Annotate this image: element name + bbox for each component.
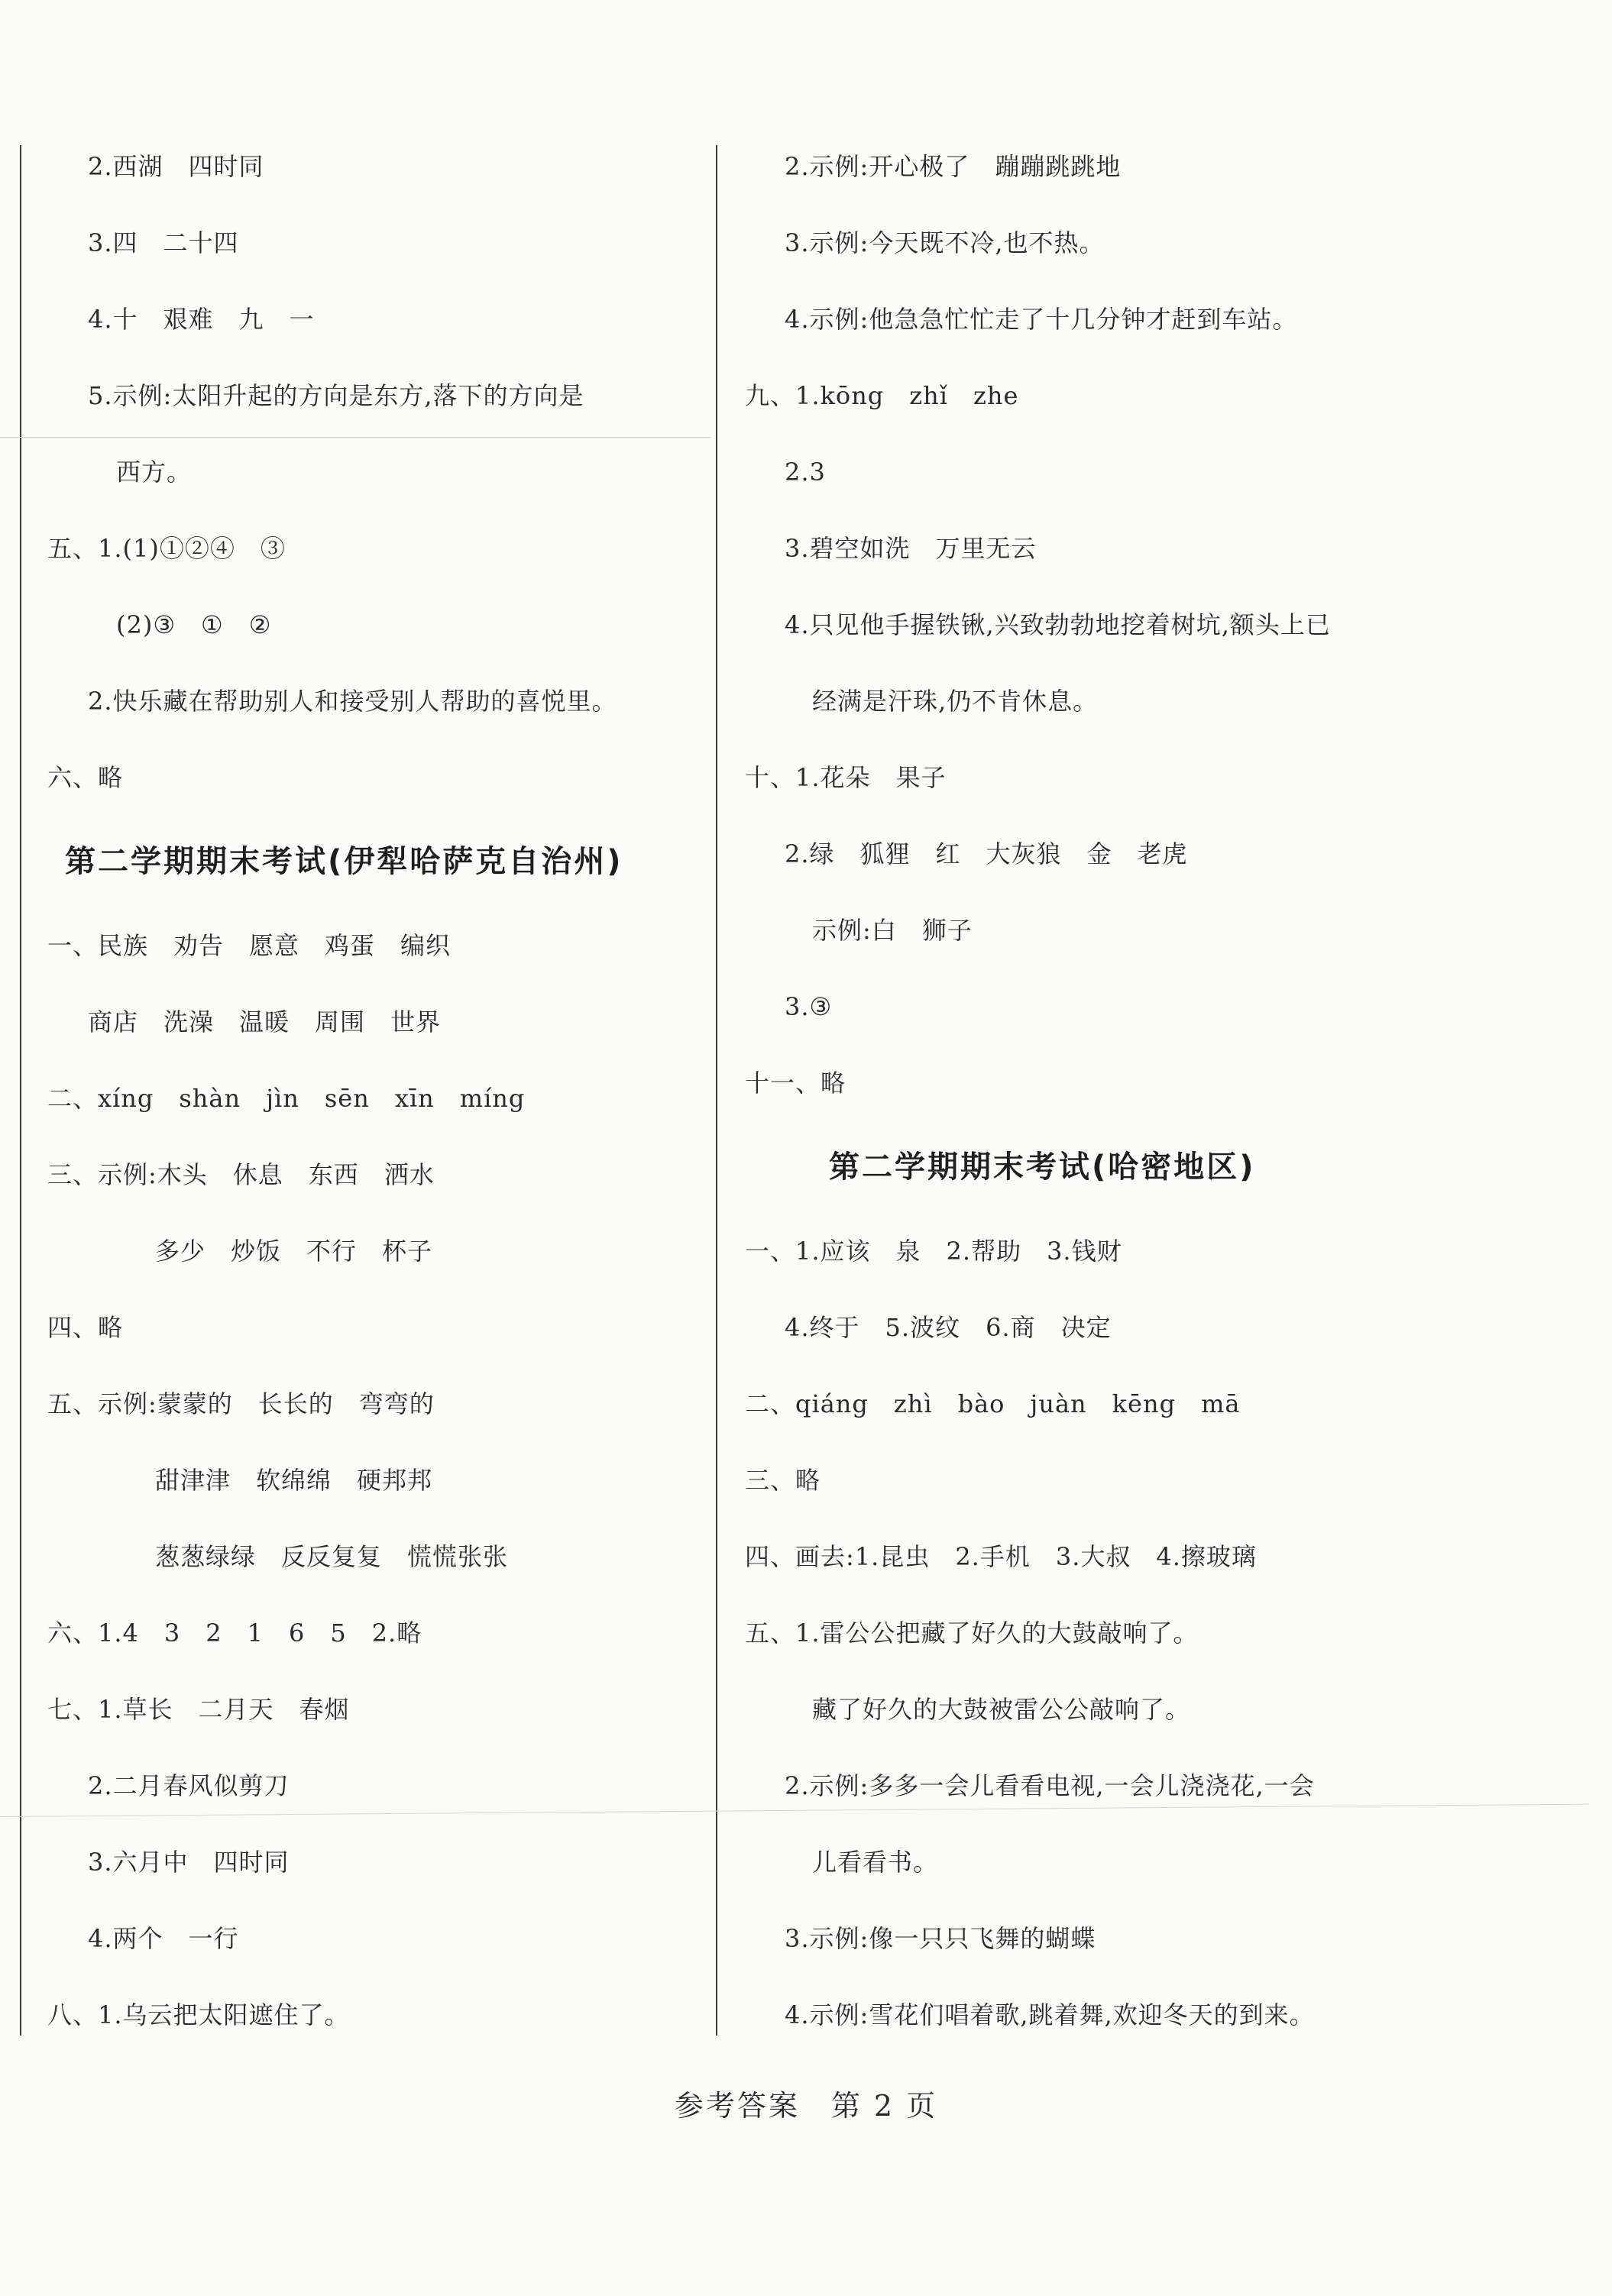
center-column-rule [716, 145, 717, 2036]
answer-line: 2.示例:多多一会儿看看电视,一会儿浇浇花,一会 [785, 1771, 1315, 1800]
answer-line: 五、示例:蒙蒙的 长长的 弯弯的 [47, 1389, 435, 1418]
page-footer: 参考答案 第 2 页 [674, 2089, 938, 2123]
answer-line: 八、1.乌云把太阳遮住了。 [47, 2000, 350, 2029]
answer-line: 2.二月春风似剪刀 [88, 1771, 290, 1800]
scan-crease-line-lower [0, 1804, 1589, 1817]
answer-line: 4.终于 5.波纹 6.商 决定 [785, 1313, 1112, 1342]
answer-line: 葱葱绿绿 反反复复 慌慌张张 [155, 1542, 509, 1571]
answer-line: 儿看看书。 [812, 1848, 939, 1877]
answer-line: 五、1.雷公公把藏了好久的大鼓敲响了。 [745, 1619, 1199, 1648]
answer-line: 3.示例:今天既不冷,也不热。 [785, 228, 1105, 257]
answer-line: 3.碧空如洗 万里无云 [785, 534, 1037, 563]
answer-line: 三、略 [745, 1466, 821, 1495]
answer-line: 四、画去:1.昆虫 2.手机 3.大叔 4.擦玻璃 [745, 1542, 1257, 1571]
section-title-hami: 第二学期期末考试(哈密地区) [829, 1150, 1256, 1185]
answer-line: 2.示例:开心极了 蹦蹦跳跳地 [785, 152, 1122, 181]
answer-line: 二、qiáng zhì bào juàn kēng mā [745, 1389, 1241, 1418]
answer-line: 九、1.kōng zhǐ zhe [745, 381, 1019, 410]
answer-line: 4.十 艰难 九 一 [88, 305, 315, 334]
answer-line: 西方。 [116, 458, 193, 487]
answer-line: 经满是汗珠,仍不肯休息。 [812, 687, 1099, 716]
answer-line: 七、1.草长 二月天 春烟 [47, 1695, 350, 1724]
answer-line: 一、民族 劝告 愿意 鸡蛋 编织 [47, 931, 452, 960]
answer-line: 示例:白 狮子 [812, 916, 973, 945]
answer-line: 2.绿 狐狸 红 大灰狼 金 老虎 [785, 839, 1188, 868]
answer-line: 十、1.花朵 果子 [745, 763, 947, 792]
answer-line: 3.③ [785, 992, 833, 1021]
section-title-yili: 第二学期期末考试(伊犁哈萨克自治州) [65, 844, 623, 879]
answer-line: 甜津津 软绵绵 硬邦邦 [155, 1466, 433, 1495]
answer-line: 3.示例:像一只只飞舞的蝴蝶 [785, 1924, 1096, 1953]
answer-line: 3.四 二十四 [88, 228, 239, 257]
answer-line: 2.快乐藏在帮助别人和接受别人帮助的喜悦里。 [88, 687, 617, 716]
answer-line: 4.两个 一行 [88, 1924, 239, 1953]
answer-line: 商店 洗澡 温暖 周围 世界 [88, 1007, 442, 1036]
scan-crease-line [0, 437, 711, 438]
answer-line: 二、xíng shàn jìn sēn xīn míng [47, 1084, 526, 1113]
answer-line: 4.示例:他急急忙忙走了十几分钟才赶到车站。 [785, 305, 1298, 334]
answer-line: 多少 炒饭 不行 杯子 [155, 1237, 433, 1266]
answer-line: 藏了好久的大鼓被雷公公敲响了。 [812, 1695, 1191, 1724]
answer-line: 4.只见他手握铁锹,兴致勃勃地挖着树坑,额头上已 [785, 610, 1331, 639]
answer-line: (2)③ ① ② [116, 610, 272, 639]
answer-line: 六、1.4 3 2 1 6 5 2.略 [47, 1619, 422, 1648]
answer-line: 3.六月中 四时同 [88, 1848, 290, 1877]
answer-line: 2.西湖 四时同 [88, 152, 264, 181]
answer-line: 2.3 [785, 458, 826, 487]
answer-line: 4.示例:雪花们唱着歌,跳着舞,欢迎冬天的到来。 [785, 2000, 1315, 2029]
answer-line: 三、示例:木头 休息 东西 洒水 [47, 1160, 435, 1189]
answer-line: 六、略 [47, 763, 124, 792]
left-column-rule [20, 145, 21, 2036]
answer-line: 五、1.(1)①②④ ③ [47, 534, 286, 563]
answer-line: 四、略 [47, 1313, 124, 1342]
answer-line: 十一、略 [745, 1069, 846, 1098]
answer-line: 5.示例:太阳升起的方向是东方,落下的方向是 [88, 381, 584, 410]
answer-line: 一、1.应该 泉 2.帮助 3.钱财 [745, 1237, 1122, 1266]
